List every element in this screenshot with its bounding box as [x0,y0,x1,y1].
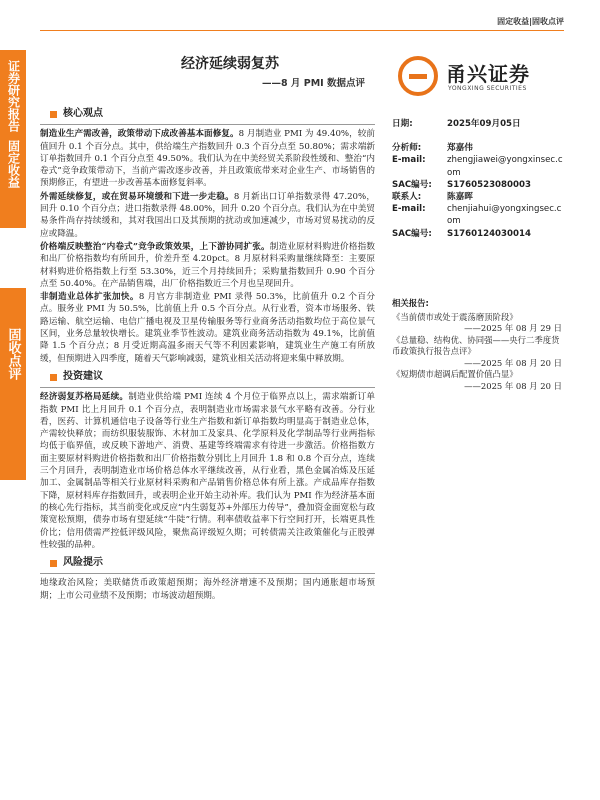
square-bullet-icon [50,111,57,118]
main-content [40,106,375,603]
contact-email[interactable]: chenjiahui@yongxingsec.com [447,204,562,227]
related-reports [392,298,562,392]
section-rule [40,124,375,125]
analyst-name: 郑嘉伟 [447,143,473,154]
section-heading-risk [40,557,375,569]
core-para-2-text: 8 月新出口订单指数录得 47.20%，回升 0.10 个百分点；进口指数录得 48.00%，回升 0.20 个百分点。我们认为在中美贸易条件尚存持续缓和，其对我国出口及其预期的扰动或加速减少，市场对贸易扰动的反应或降温。 [40,191,375,239]
risk-para: 地缘政治风险；美联储货币政策超预期；海外经济增速不及预期；国内通胀超市场预期；上市公司业绩不及预期；市场波动超预期。 [40,578,375,601]
related-title-3[interactable]: 《短期债市超调后配置价值凸显》 [392,369,518,379]
email-label: E-mail: [392,155,426,166]
analyst-sac-row [392,179,564,191]
date-value: 2025年09月05日 [447,119,521,129]
contact-sac: S1760124030014 [447,228,531,239]
page-title: 经济延续弱复苏 [181,56,279,72]
core-para-3 [40,241,375,290]
info-panel [392,118,564,240]
related-date-2: ——2025 年 08 月 20 日 [464,357,562,368]
section-heading-advice [40,371,375,383]
section-rule [40,387,375,388]
side-tab-mid [0,288,26,480]
advice-para-1-lead: 经济弱复苏格局延续。 [40,392,129,403]
email-label: E-mail: [392,204,426,215]
core-para-3-text: 制造业原材料购进价格指数和出厂价格指数均有所回升，价差升至 4.20pct。8 月原材料采购量继续降至：主要原材料购进价格指数上行至 53.30%，近三个月持续回升；采购量指数回升 0.90 个百分点至 50.40%。在产品销售端，出厂价格指数近三个月也呈现回升。 [40,241,375,289]
related-heading: 相关报告: [392,298,429,308]
core-para-4-text: 8 月官方非制造业 PMI 录得 50.3%，比前值升 0.2 个百分点。服务业 PMI 为 50.5%，比前值上升 0.5 个百分点。从行业看，资本市场服务、铁路运输、航空运输、电信广播电视及卫星传输服务等行业商务活动指数均位于高位景气区间，业务总量较快增长。建筑业季节性波动。建筑业商务活动指数为 49.1%，比前值降 1.5 个百分点；8 月受近期高温多雨天气等不利因素影响，建筑业生产施工有所放缓，但预期进入四季度，随着天气影响减弱，建筑业相关活动将迎来集中释放期。 [40,292,375,364]
contact-sac-row [392,228,564,240]
related-title-1[interactable]: 《当前债市或处于震荡磨顶阶段》 [392,311,518,322]
section-heading-advice-text: 投资建议 [63,370,103,382]
analyst-sac: S1760523080003 [447,179,531,190]
contact-email-row [392,203,564,227]
analyst-row [392,142,564,154]
section-rule [40,573,375,574]
analyst-email-row [392,154,564,178]
side-tab-top-line1: 证券研究报告 [6,60,21,132]
square-bullet-icon [50,560,57,567]
logo-name-en: YONGXING SECURITIES [448,85,527,92]
analyst-label: 分析师: [392,143,422,154]
related-title-2[interactable]: 《总量稳、结构优、协同强——央行二季度货币政策执行报告点评》 [392,334,560,356]
core-para-3-lead: 价格端反映整治“内卷式”竞争政策效果，上下游协同扩张。 [40,241,270,252]
side-tab-top-line2: 固定收益 [6,140,21,188]
side-tab-mid-line1: 固收点评 [5,328,21,380]
sac-label: SAC编号: [392,228,432,239]
report-type: 固定收益|固收点评 [497,17,564,26]
page-subtitle: ——8 月 PMI 数据点评 [262,78,365,89]
contact-row [392,191,564,203]
section-heading-core [40,108,375,120]
date-row [392,118,564,130]
sac-label: SAC编号: [392,179,432,190]
header-divider [40,30,564,31]
side-tab-top [0,50,26,228]
company-logo [398,56,558,98]
contact-name: 陈嘉晖 [447,192,473,203]
square-bullet-icon [50,374,57,381]
related-date-3: ——2025 年 08 月 20 日 [464,380,562,391]
core-para-2-lead: 外需延续修复，或在贸易环境缓和下进一步走稳。 [40,191,234,202]
advice-para-1 [40,391,375,551]
core-para-1-text: 8 月制造业 PMI 为 49.40%，较前值回升 0.1 个百分点。其中，供给端生产指数回升 0.3 个百分点至 50.80%；需求端新订单指数回升 0.1 个百分点至 49.50%。我们认为在中美经贸关系阶段性缓和、整治“内卷式”竞争政策带动下，当前产需改逐步改善，并且政策底带来对企业生产、市场销售的预期修正，有望进一步改善基本面修复斜率。 [40,129,375,189]
advice-para-1-text: 制造业供给端 PMI 连续 4 个月位于临界点以上，需求端新订单指数 PMI 比上月回升 0.1 个百分点，表明制造业市场需求景气水平略有改善。分行业看，医药、计算机通信电子设备等行业生产指数和新订单指数均明显高于制造业总体，产需较快释放；而纺织服装服饰、木材加工及家具、化学原料及化学制品等行业两指标均低于临界值，或反映下游地产、消费、基建等终端需求有待进一步激活。价格指数方面主要原材料购进价格指数和出厂价格指数分别比上月回升 1.8 和 0.8 个百分点，连续三个月回升，表明制造业市场价格总体水平继续改善，从行业看，黑色金属冶炼及压延加工、金属制品等相关行业原材料采购和产品销售价格总体有所上涨。产成品库存指数下降，原材料库存指数回升，或表明企业开始主动补库。我们认为 PMI 作为经济基本面的核心先行指标，其当前变化或反应“内生弱复苏+外部压力传导”，叠加资金面宽松与政策宽松预期，债券市场有望延续“牛陡”行情。利率债收益率下行空间打开，长端更具性价比；信用债需严控低评级风险，聚焦高评级短久期；可转债需关注政策催化与正股弹性较强的品种。 [40,392,375,550]
core-para-4 [40,291,375,365]
core-para-2 [40,191,375,240]
core-para-4-lead: 非制造业总体扩张加快。 [40,292,139,303]
logo-mark-icon [398,56,438,96]
logo-name-cn: 甬兴证券 [446,62,530,86]
core-para-1-lead: 制造业生产需改善，政策带动下成改善基本面修复。 [40,129,239,140]
core-para-1 [40,128,375,189]
section-heading-risk-text: 风险提示 [63,557,103,569]
analyst-email[interactable]: zhengjiawei@yongxinsec.com [447,155,563,178]
section-heading-core-text: 核心观点 [63,108,103,119]
related-date-1: ——2025 年 08 月 29 日 [464,323,562,333]
contact-label: 联系人: [392,192,422,203]
date-label: 日期: [392,119,413,129]
